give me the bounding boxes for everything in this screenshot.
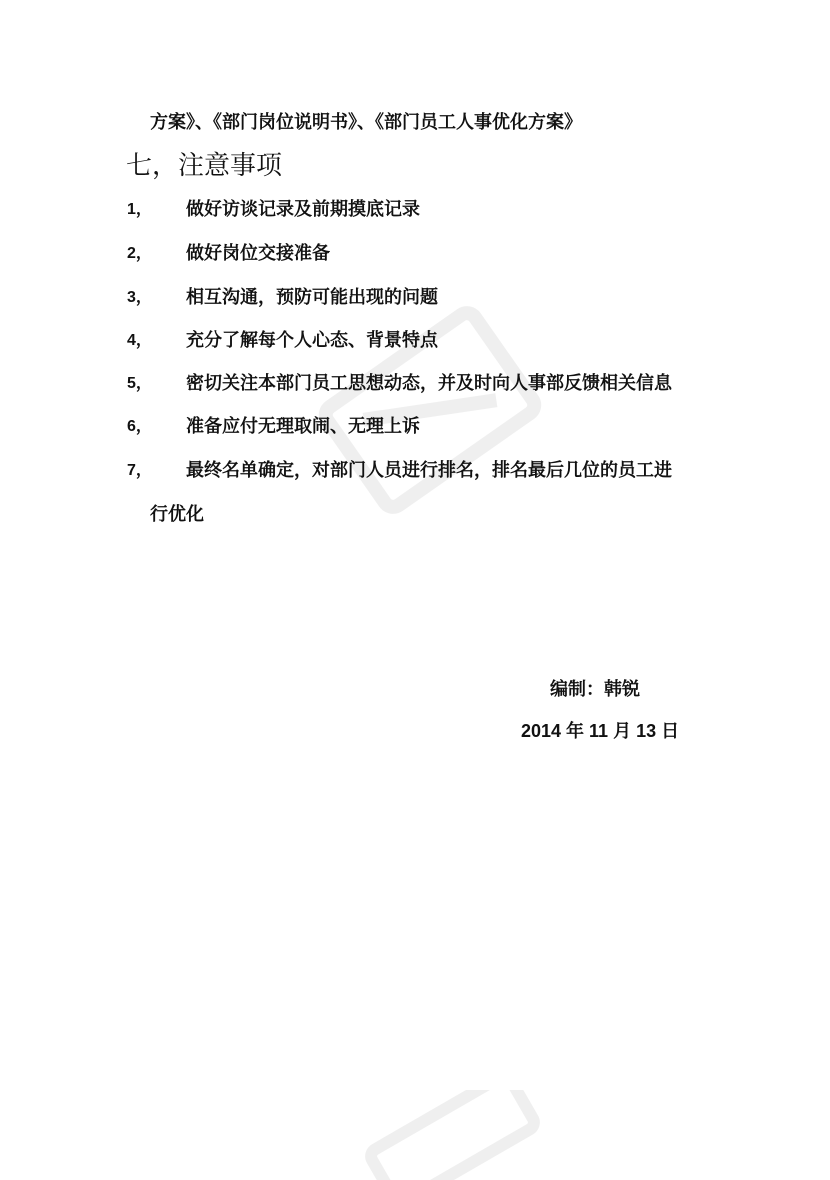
list-item-number: 7， — [127, 462, 152, 479]
list-item-number: 1， — [127, 201, 152, 218]
list-item-number: 4， — [127, 332, 152, 349]
list-item-number: 5， — [127, 375, 152, 392]
list-item: 做好岗位交接准备 — [186, 243, 330, 264]
watermark-mark — [300, 280, 560, 540]
list-item: 做好访谈记录及前期摸底记录 — [186, 199, 420, 220]
list-item-number: 2， — [127, 245, 152, 262]
list-item: 密切关注本部门员工思想动态，并及时向人事部反馈相关信息 — [186, 373, 672, 394]
editor-signature: 编制：韩锐 — [550, 679, 640, 700]
section-heading: 七，注意事项 — [126, 151, 283, 181]
continuation-line: 方案》、《部门岗位说明书》、《部门员工人事优化方案》 — [150, 112, 582, 133]
list-item: 充分了解每个人心态、背景特点 — [186, 330, 438, 351]
list-item-continuation: 行优化 — [150, 504, 204, 525]
watermark-mark-bottom — [330, 1090, 570, 1180]
list-item-number: 3， — [127, 289, 152, 306]
document-date: 2014 年 11 月 13 日 — [521, 721, 680, 741]
list-item: 最终名单确定，对部门人员进行排名，排名最后几位的员工进 — [186, 460, 672, 481]
list-item-number: 6， — [127, 418, 152, 435]
list-item: 准备应付无理取闹、无理上诉 — [186, 416, 420, 437]
list-item: 相互沟通，预防可能出现的问题 — [186, 287, 438, 308]
